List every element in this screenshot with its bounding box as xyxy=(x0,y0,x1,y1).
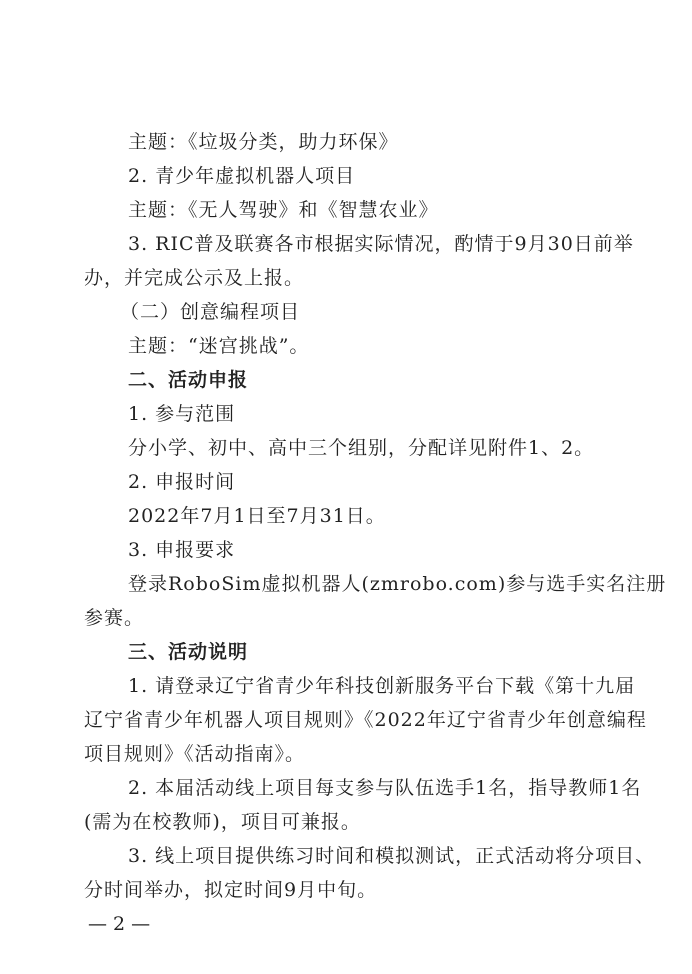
heading-activity-notes: 三、活动说明 xyxy=(128,641,249,663)
note-2-cont: (需为在校教师)，项目可兼报。 xyxy=(84,811,361,833)
item-ric-league: 3. RIC普及联赛各市根据实际情况，酌情于9月30日前举 xyxy=(128,233,634,255)
note-1-cont-b: 项目规则》《活动指南》。 xyxy=(84,743,306,765)
section-creative-programming: （二）创意编程项目 xyxy=(120,301,301,323)
note-3-cont: 分时间举办，拟定时间9月中旬。 xyxy=(84,879,378,901)
note-1-cont-a: 辽宁省青少年机器人项目规则》《2022年辽宁省青少年创意编程 xyxy=(84,709,647,731)
item-virtual-robot: 2. 青少年虚拟机器人项目 xyxy=(128,165,356,187)
page-number: — 2 — xyxy=(88,913,151,935)
theme-maze-challenge: 主题：“迷宫挑战”。 xyxy=(128,335,310,357)
note-1: 1. 请登录辽宁省青少年科技创新服务平台下载《第十九届 xyxy=(128,675,636,697)
item-ric-league-cont: 办，并完成公示及上报。 xyxy=(84,267,305,289)
requirements-detail-cont: 参赛。 xyxy=(84,607,145,629)
scope-detail: 分小学、初中、高中三个组别，分配详见附件1、2。 xyxy=(128,437,595,459)
item-application-time: 2. 申报时间 xyxy=(128,471,236,493)
application-time-detail: 2022年7月1日至7月31日。 xyxy=(128,505,386,527)
item-application-requirements: 3. 申报要求 xyxy=(128,539,236,561)
note-3: 3. 线上项目提供练习时间和模拟测试，正式活动将分项目、 xyxy=(128,845,656,867)
theme-waste-sorting: 主题：《垃圾分类，助力环保》 xyxy=(128,131,399,153)
note-2: 2. 本届活动线上项目每支参与队伍选手1名，指导教师1名 xyxy=(128,777,642,799)
theme-driverless-agriculture: 主题：《无人驾驶》和《智慧农业》 xyxy=(128,199,439,221)
heading-activity-application: 二、活动申报 xyxy=(128,369,249,391)
requirements-detail: 登录RoboSim虚拟机器人(zmrobo.com)参与选手实名注册 xyxy=(128,573,667,595)
item-scope: 1. 参与范围 xyxy=(128,403,236,425)
